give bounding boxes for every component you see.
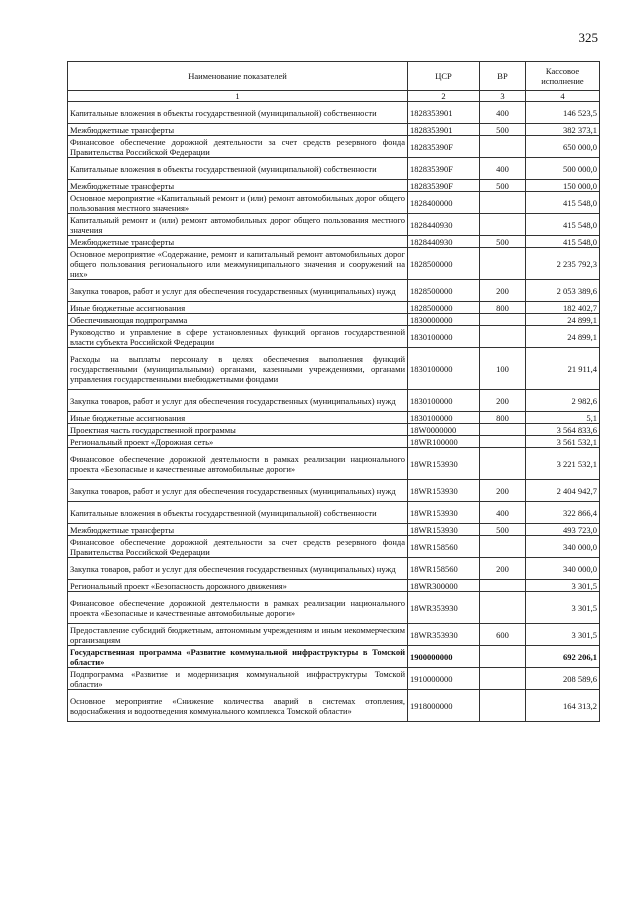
table-row [68,214,600,236]
row-csr-cell: 182835390F [408,180,480,192]
row-amount-cell: 340 000,0 [526,536,600,558]
row-name-cell: Капитальный ремонт и (или) ремонт автомобильных дорог общего пользования местного значения [68,214,408,236]
row-name-cell: Обеспечивающая подпрограмма [68,314,408,326]
row-vr-cell: 400 [480,158,526,180]
row-amount-cell: 146 523,5 [526,102,600,124]
row-name-cell: Расходы на выплаты персоналу в целях обеспечения выполнения функций государственными (муниципальными) органами, казенными учреждениями, органами управления государственными внебюджетными фондами [68,348,408,390]
row-csr-cell: 1828353901 [408,124,480,136]
row-name-cell: Проектная часть государственной программы [68,424,408,436]
row-amount-cell: 24 899,1 [526,326,600,348]
table-body [68,102,600,722]
row-vr-cell: 800 [480,302,526,314]
row-amount-cell: 2 982,6 [526,390,600,412]
row-amount-cell: 2 404 942,7 [526,480,600,502]
budget-table [67,61,600,722]
row-amount-cell: 322 866,4 [526,502,600,524]
table-row [68,102,600,124]
row-vr-cell [480,448,526,480]
row-csr-cell: 18WR158560 [408,536,480,558]
row-vr-cell: 400 [480,102,526,124]
row-csr-cell: 18WR153930 [408,448,480,480]
row-vr-cell [480,248,526,280]
row-vr-cell [480,646,526,668]
row-amount-cell: 340 000,0 [526,558,600,580]
table-row [68,302,600,314]
row-name-cell: Основное мероприятие «Капитальный ремонт и (или) ремонт автомобильных дорог общего пользования местного значения» [68,192,408,214]
row-csr-cell: 18WR153930 [408,480,480,502]
row-vr-cell [480,580,526,592]
row-csr-cell: 1900000000 [408,646,480,668]
row-name-cell: Подпрограмма «Развитие и модернизация коммунальной инфраструктуры Томской области» [68,668,408,690]
row-amount-cell: 164 313,2 [526,690,600,722]
table-row [68,326,600,348]
row-vr-cell [480,192,526,214]
table-row [68,180,600,192]
row-name-cell: Региональный проект «Безопасность дорожного движения» [68,580,408,592]
row-amount-cell: 3 301,5 [526,624,600,646]
row-csr-cell: 1828353901 [408,102,480,124]
row-csr-cell: 18WR153930 [408,502,480,524]
table-row [68,536,600,558]
row-vr-cell [480,424,526,436]
row-amount-cell: 415 548,0 [526,214,600,236]
row-amount-cell: 3 564 833,6 [526,424,600,436]
table-row [68,592,600,624]
row-vr-cell: 200 [480,558,526,580]
table-row [68,348,600,390]
row-csr-cell: 18W0000000 [408,424,480,436]
column-number-row [68,91,600,102]
column-number: 2 [408,91,480,102]
row-csr-cell: 1828440930 [408,236,480,248]
table-row [68,236,600,248]
row-amount-cell: 182 402,7 [526,302,600,314]
row-name-cell: Финансовое обеспечение дорожной деятельности за счет средств резервного фонда Правительства Российской Федерации [68,136,408,158]
row-vr-cell: 200 [480,390,526,412]
row-amount-cell: 415 548,0 [526,236,600,248]
row-name-cell: Межбюджетные трансферты [68,524,408,536]
row-name-cell: Иные бюджетные ассигнования [68,302,408,314]
row-csr-cell: 182835390F [408,158,480,180]
row-amount-cell: 415 548,0 [526,192,600,214]
row-vr-cell: 500 [480,236,526,248]
row-vr-cell: 800 [480,412,526,424]
table-row [68,624,600,646]
row-csr-cell: 18WR153930 [408,524,480,536]
table-row [68,646,600,668]
row-vr-cell [480,326,526,348]
table-row [68,524,600,536]
row-csr-cell: 18WR300000 [408,580,480,592]
row-name-cell: Основное мероприятие «Содержание, ремонт и капитальный ремонт автомобильных дорог общего пользования регионального или межмуниципального значения и сооружений на них» [68,248,408,280]
row-name-cell: Государственная программа «Развитие коммунальной инфраструктуры в Томской области» [68,646,408,668]
row-amount-cell: 650 000,0 [526,136,600,158]
row-vr-cell: 500 [480,524,526,536]
table-row [68,424,600,436]
row-csr-cell: 1830100000 [408,326,480,348]
row-amount-cell: 493 723,0 [526,524,600,536]
row-name-cell: Межбюджетные трансферты [68,124,408,136]
row-csr-cell: 182835390F [408,136,480,158]
row-name-cell: Межбюджетные трансферты [68,180,408,192]
row-amount-cell: 24 899,1 [526,314,600,326]
table-row [68,124,600,136]
row-name-cell: Финансовое обеспечение дорожной деятельности в рамках реализации национального проекта «Безопасные и качественные автомобильные дороги» [68,448,408,480]
row-csr-cell: 1828440930 [408,214,480,236]
table-row [68,390,600,412]
row-name-cell: Межбюджетные трансферты [68,236,408,248]
row-csr-cell: 1830100000 [408,390,480,412]
row-amount-cell: 2 235 792,3 [526,248,600,280]
column-number: 4 [526,91,600,102]
row-vr-cell [480,536,526,558]
row-amount-cell: 692 206,1 [526,646,600,668]
table-row [68,192,600,214]
row-csr-cell: 1830000000 [408,314,480,326]
column-number: 3 [480,91,526,102]
table-row [68,668,600,690]
row-csr-cell: 18WR353930 [408,592,480,624]
header-name: Наименование показателей [68,62,408,91]
row-csr-cell: 1828400000 [408,192,480,214]
table-row [68,158,600,180]
row-vr-cell: 200 [480,480,526,502]
row-vr-cell [480,690,526,722]
row-csr-cell: 1828500000 [408,302,480,314]
row-name-cell: Капитальные вложения в объекты государственной (муниципальной) собственности [68,502,408,524]
row-csr-cell: 1830100000 [408,348,480,390]
row-vr-cell: 200 [480,280,526,302]
table-row [68,314,600,326]
row-amount-cell: 2 053 389,6 [526,280,600,302]
row-vr-cell: 100 [480,348,526,390]
header-csr: ЦСР [408,62,480,91]
row-amount-cell: 5,1 [526,412,600,424]
row-name-cell: Закупка товаров, работ и услуг для обеспечения государственных (муниципальных) нужд [68,280,408,302]
row-amount-cell: 3 561 532,1 [526,436,600,448]
row-csr-cell: 1910000000 [408,668,480,690]
row-name-cell: Капитальные вложения в объекты государственной (муниципальной) собственности [68,158,408,180]
table-row [68,448,600,480]
table-row [68,558,600,580]
header-vr: ВР [480,62,526,91]
row-vr-cell [480,436,526,448]
row-amount-cell: 208 589,6 [526,668,600,690]
row-name-cell: Руководство и управление в сфере установленных функций органов государственной власти субъекта Российской Федерации [68,326,408,348]
row-vr-cell [480,668,526,690]
row-amount-cell: 150 000,0 [526,180,600,192]
row-vr-cell: 500 [480,180,526,192]
row-name-cell: Предоставление субсидий бюджетным, автономным учреждениям и иным некоммерческим организациям [68,624,408,646]
row-amount-cell: 382 373,1 [526,124,600,136]
row-name-cell: Иные бюджетные ассигнования [68,412,408,424]
row-name-cell: Закупка товаров, работ и услуг для обеспечения государственных (муниципальных) нужд [68,558,408,580]
row-csr-cell: 1830100000 [408,412,480,424]
row-csr-cell: 1828500000 [408,280,480,302]
row-vr-cell: 500 [480,124,526,136]
row-csr-cell: 18WR158560 [408,558,480,580]
row-amount-cell: 3 301,5 [526,580,600,592]
row-csr-cell: 18WR100000 [408,436,480,448]
row-name-cell: Основное мероприятие «Снижение количества аварий в системах отопления, водоснабжения и водоотведения коммунального комплекса Томской области» [68,690,408,722]
row-csr-cell: 18WR353930 [408,624,480,646]
table-row [68,436,600,448]
table-row [68,502,600,524]
row-vr-cell [480,592,526,624]
row-vr-cell [480,214,526,236]
table-row [68,136,600,158]
row-amount-cell: 500 000,0 [526,158,600,180]
row-name-cell: Закупка товаров, работ и услуг для обеспечения государственных (муниципальных) нужд [68,480,408,502]
table-row [68,480,600,502]
row-name-cell: Закупка товаров, работ и услуг для обеспечения государственных (муниципальных) нужд [68,390,408,412]
row-csr-cell: 1828500000 [408,248,480,280]
table-row [68,280,600,302]
header-row [68,62,600,91]
row-amount-cell: 21 911,4 [526,348,600,390]
table-row [68,248,600,280]
table-row [68,412,600,424]
row-name-cell: Финансовое обеспечение дорожной деятельности в рамках реализации национального проекта «Безопасные и качественные автомобильные дороги» [68,592,408,624]
page-number: 325 [578,30,598,45]
row-vr-cell [480,314,526,326]
row-csr-cell: 1918000000 [408,690,480,722]
table-row [68,580,600,592]
row-vr-cell [480,136,526,158]
header-amount: Кассовое исполнение [526,62,600,91]
row-vr-cell: 600 [480,624,526,646]
column-number: 1 [68,91,408,102]
table-row [68,690,600,722]
row-amount-cell: 3 301,5 [526,592,600,624]
row-vr-cell: 400 [480,502,526,524]
row-name-cell: Капитальные вложения в объекты государственной (муниципальной) собственности [68,102,408,124]
row-name-cell: Финансовое обеспечение дорожной деятельности за счет средств резервного фонда Правительства Российской Федерации [68,536,408,558]
row-amount-cell: 3 221 532,1 [526,448,600,480]
row-name-cell: Региональный проект «Дорожная сеть» [68,436,408,448]
